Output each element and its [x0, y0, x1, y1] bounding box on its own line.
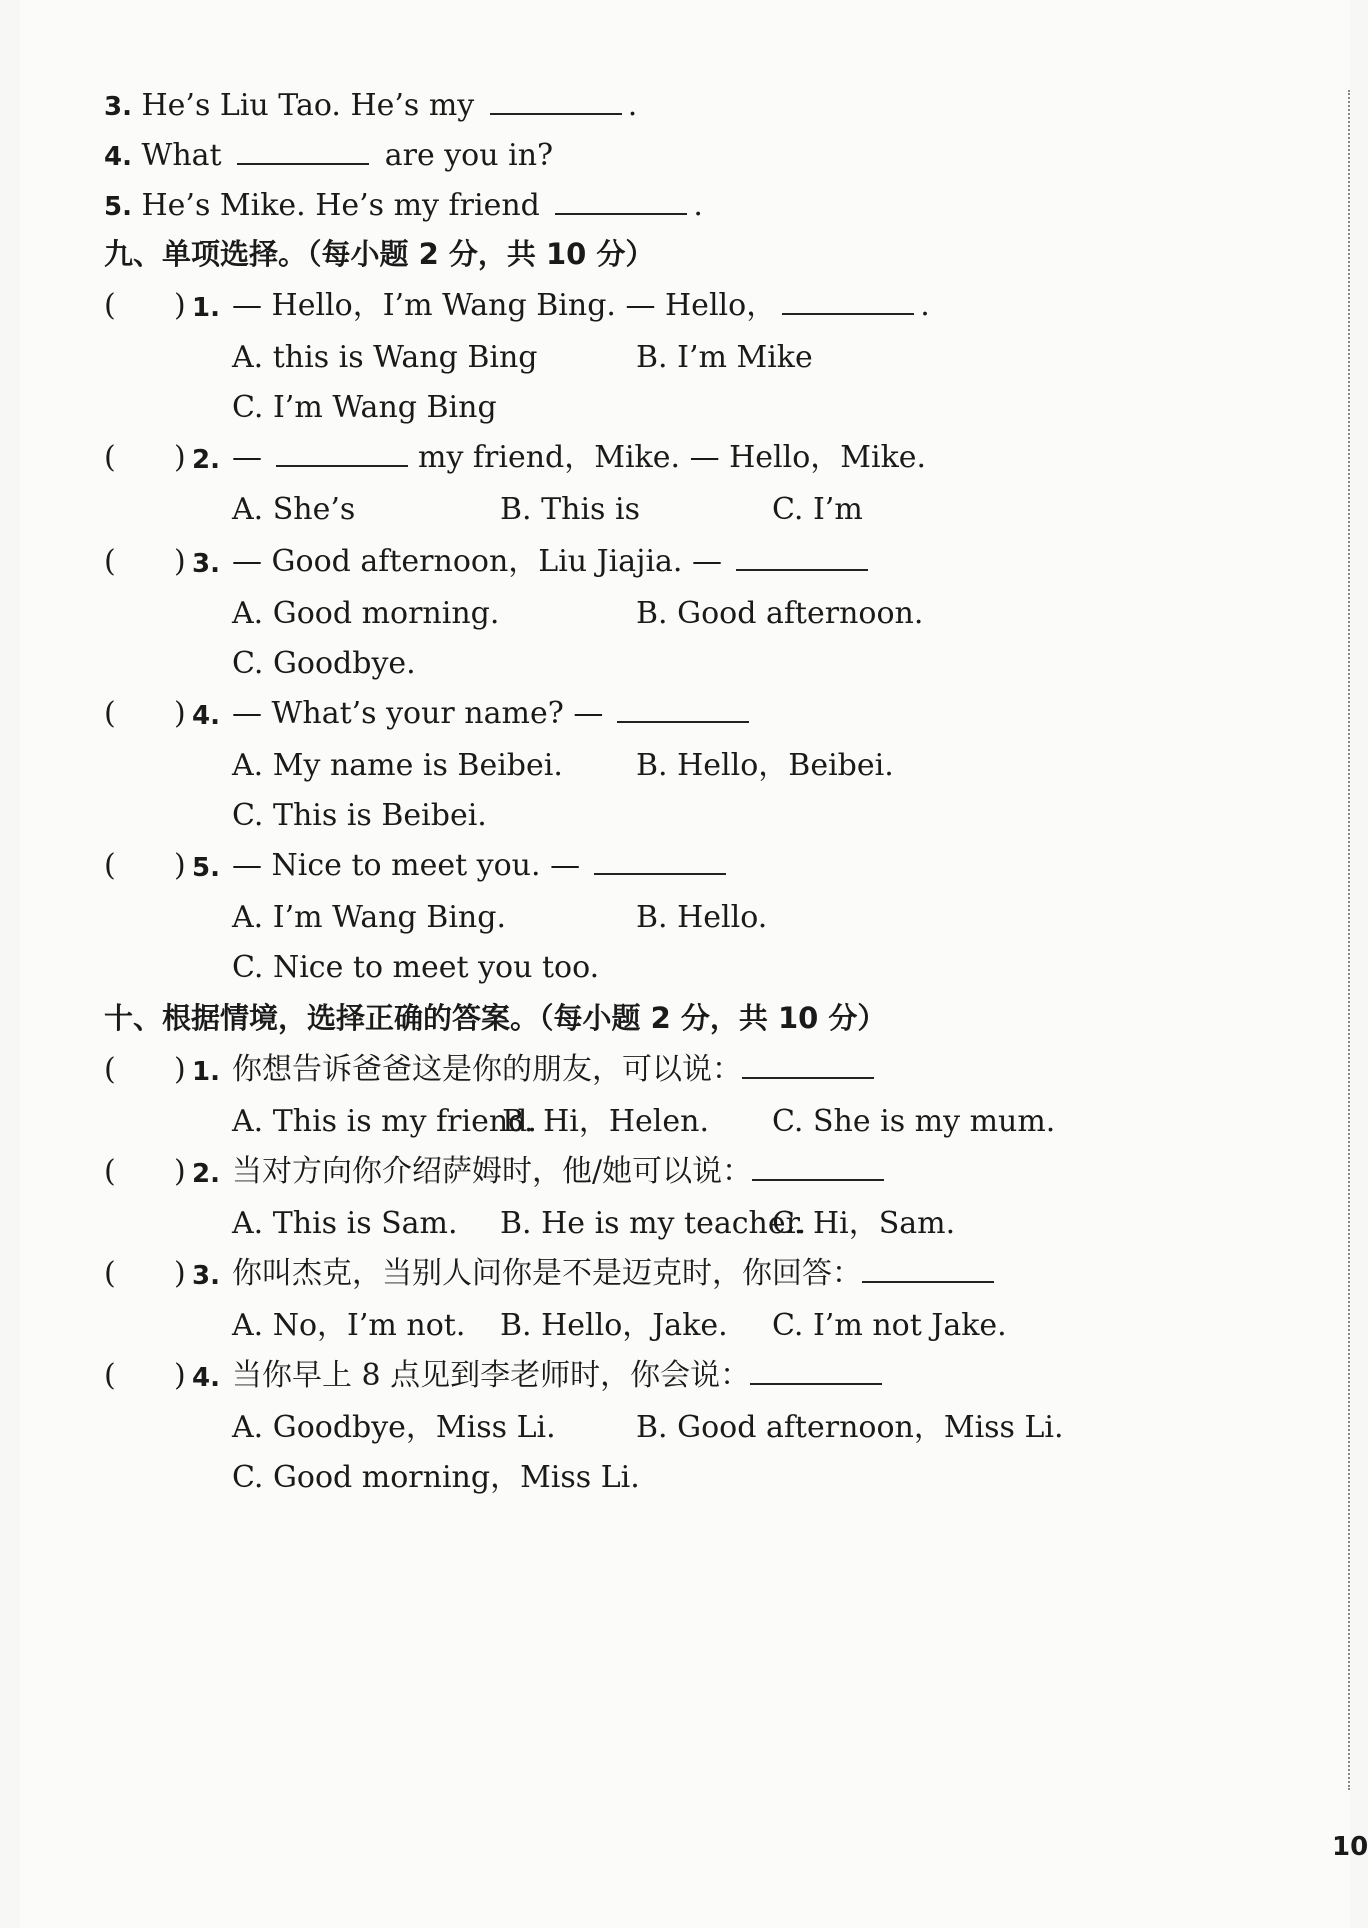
option-c[interactable]: C. Hi，Sam. — [772, 1206, 956, 1241]
option-a[interactable]: A. This is my friend. — [232, 1104, 537, 1139]
answer-paren-close: ) — [174, 544, 186, 579]
item-number: 5. — [104, 192, 132, 222]
worksheet-page — [20, 0, 1368, 1928]
option-c[interactable]: C. I’m Wang Bing — [232, 390, 497, 425]
answer-blank[interactable] — [555, 187, 687, 215]
option-b[interactable]: B. Good afternoon. — [636, 596, 924, 631]
question-number: 1. — [192, 1057, 220, 1087]
option-b[interactable]: B. He is my teacher. — [500, 1206, 807, 1241]
stem-text: 你想告诉爸爸这是你的朋友，可以说： — [232, 1052, 742, 1087]
answer-paren-close: ) — [174, 440, 186, 475]
answer-paren-close: ) — [174, 288, 186, 323]
option-c[interactable]: C. Goodbye. — [232, 646, 416, 681]
item-number: 4. — [104, 142, 132, 172]
answer-blank[interactable] — [862, 1255, 994, 1283]
answer-paren-close: ) — [174, 1358, 186, 1393]
answer-paren-open: ( — [104, 1256, 116, 1291]
question-stem — [232, 286, 930, 326]
question-number: 3. — [192, 549, 220, 579]
question-stem — [232, 846, 732, 886]
answer-blank[interactable] — [490, 87, 622, 115]
option-a[interactable]: A. this is Wang Bing — [232, 340, 538, 375]
answer-blank[interactable] — [237, 137, 369, 165]
question-number: 2. — [192, 445, 220, 475]
question-stem — [232, 1356, 888, 1396]
answer-paren-open: ( — [104, 440, 116, 475]
fill-item — [104, 186, 703, 227]
item-text-after: . — [627, 88, 638, 123]
option-a[interactable]: A. Good morning. — [232, 596, 500, 631]
option-a[interactable]: A. This is Sam. — [232, 1206, 458, 1241]
option-b[interactable]: B. I’m Mike — [636, 340, 813, 375]
question-stem — [232, 438, 926, 478]
answer-paren-open: ( — [104, 544, 116, 579]
option-a[interactable]: A. Goodbye，Miss Li. — [232, 1410, 556, 1445]
item-text-after: are you in? — [384, 138, 554, 173]
answer-blank[interactable] — [736, 543, 868, 571]
answer-blank[interactable] — [276, 439, 408, 467]
answer-paren-open: ( — [104, 1358, 116, 1393]
option-c[interactable]: C. Good morning，Miss Li. — [232, 1460, 640, 1495]
cut-line-divider — [1348, 90, 1350, 1790]
stem-text-after: . — [920, 288, 930, 323]
option-a[interactable]: A. She’s — [232, 492, 356, 527]
question-stem — [232, 542, 874, 582]
answer-paren-open: ( — [104, 1052, 116, 1087]
question-number: 1. — [192, 293, 220, 323]
answer-blank[interactable] — [594, 847, 726, 875]
answer-paren-close: ) — [174, 696, 186, 731]
stem-text: — Good afternoon，Liu Jiajia. — — [232, 544, 723, 579]
answer-paren-open: ( — [104, 696, 116, 731]
answer-paren-close: ) — [174, 1154, 186, 1189]
item-text: He’s Liu Tao. He’s my — [141, 88, 475, 123]
stem-text: 你叫杰克，当别人问你是不是迈克时，你回答： — [232, 1256, 862, 1291]
page-number: 10 — [1332, 1832, 1368, 1862]
question-number: 4. — [192, 701, 220, 731]
question-number: 3. — [192, 1261, 220, 1291]
option-a[interactable]: A. No，I’m not. — [232, 1308, 466, 1343]
fill-item — [104, 136, 553, 177]
option-b[interactable]: B. Good afternoon，Miss Li. — [636, 1410, 1064, 1445]
question-number: 5. — [192, 853, 220, 883]
question-stem — [232, 1254, 1000, 1294]
answer-blank[interactable] — [752, 1153, 884, 1181]
answer-paren-open: ( — [104, 288, 116, 323]
question-stem — [232, 1050, 880, 1090]
option-b[interactable]: B. This is — [500, 492, 640, 527]
question-stem — [232, 1152, 890, 1192]
answer-paren-close: ) — [174, 848, 186, 883]
item-text-after: . — [693, 188, 703, 223]
option-c[interactable]: C. Nice to meet you too. — [232, 950, 600, 985]
section-10-heading: 十、根据情境，选择正确的答案。（每小题 2 分，共 10 分） — [104, 1001, 887, 1035]
item-number: 3. — [104, 92, 132, 122]
option-a[interactable]: A. I’m Wang Bing. — [232, 900, 506, 935]
answer-paren-close: ) — [174, 1256, 186, 1291]
option-b[interactable]: B. Hi，Helen. — [502, 1104, 709, 1139]
option-c[interactable]: C. She is my mum. — [772, 1104, 1056, 1139]
answer-paren-open: ( — [104, 1154, 116, 1189]
stem-text: — — [232, 440, 262, 475]
item-text: What — [141, 138, 222, 173]
answer-blank[interactable] — [742, 1051, 874, 1079]
option-b[interactable]: B. Hello，Jake. — [500, 1308, 728, 1343]
option-c[interactable]: C. I’m — [772, 492, 863, 527]
option-c[interactable]: C. This is Beibei. — [232, 798, 487, 833]
stem-text: — Nice to meet you. — — [232, 848, 581, 883]
answer-blank[interactable] — [782, 287, 914, 315]
option-b[interactable]: B. Hello. — [636, 900, 768, 935]
question-stem — [232, 694, 755, 734]
answer-blank[interactable] — [617, 695, 749, 723]
stem-text: — Hello，I’m Wang Bing. — Hello， — [232, 288, 777, 323]
option-b[interactable]: B. Hello，Beibei. — [636, 748, 894, 783]
answer-paren-close: ) — [174, 1052, 186, 1087]
item-text: He’s Mike. He’s my friend — [141, 188, 540, 223]
answer-paren-open: ( — [104, 848, 116, 883]
option-a[interactable]: A. My name is Beibei. — [232, 748, 563, 783]
section-9-heading: 九、单项选择。（每小题 2 分，共 10 分） — [104, 237, 655, 271]
stem-text: 当对方向你介绍萨姆时，他/她可以说： — [232, 1154, 753, 1189]
stem-text: 当你早上 8 点见到李老师时，你会说： — [232, 1358, 751, 1393]
question-number: 4. — [192, 1363, 220, 1393]
answer-blank[interactable] — [750, 1357, 882, 1385]
question-number: 2. — [192, 1159, 220, 1189]
stem-text: — What’s your name? — — [232, 696, 604, 731]
fill-item — [104, 86, 637, 127]
option-c[interactable]: C. I’m not Jake. — [772, 1308, 1007, 1343]
stem-text-after: my friend，Mike. — Hello，Mike. — [418, 440, 927, 475]
